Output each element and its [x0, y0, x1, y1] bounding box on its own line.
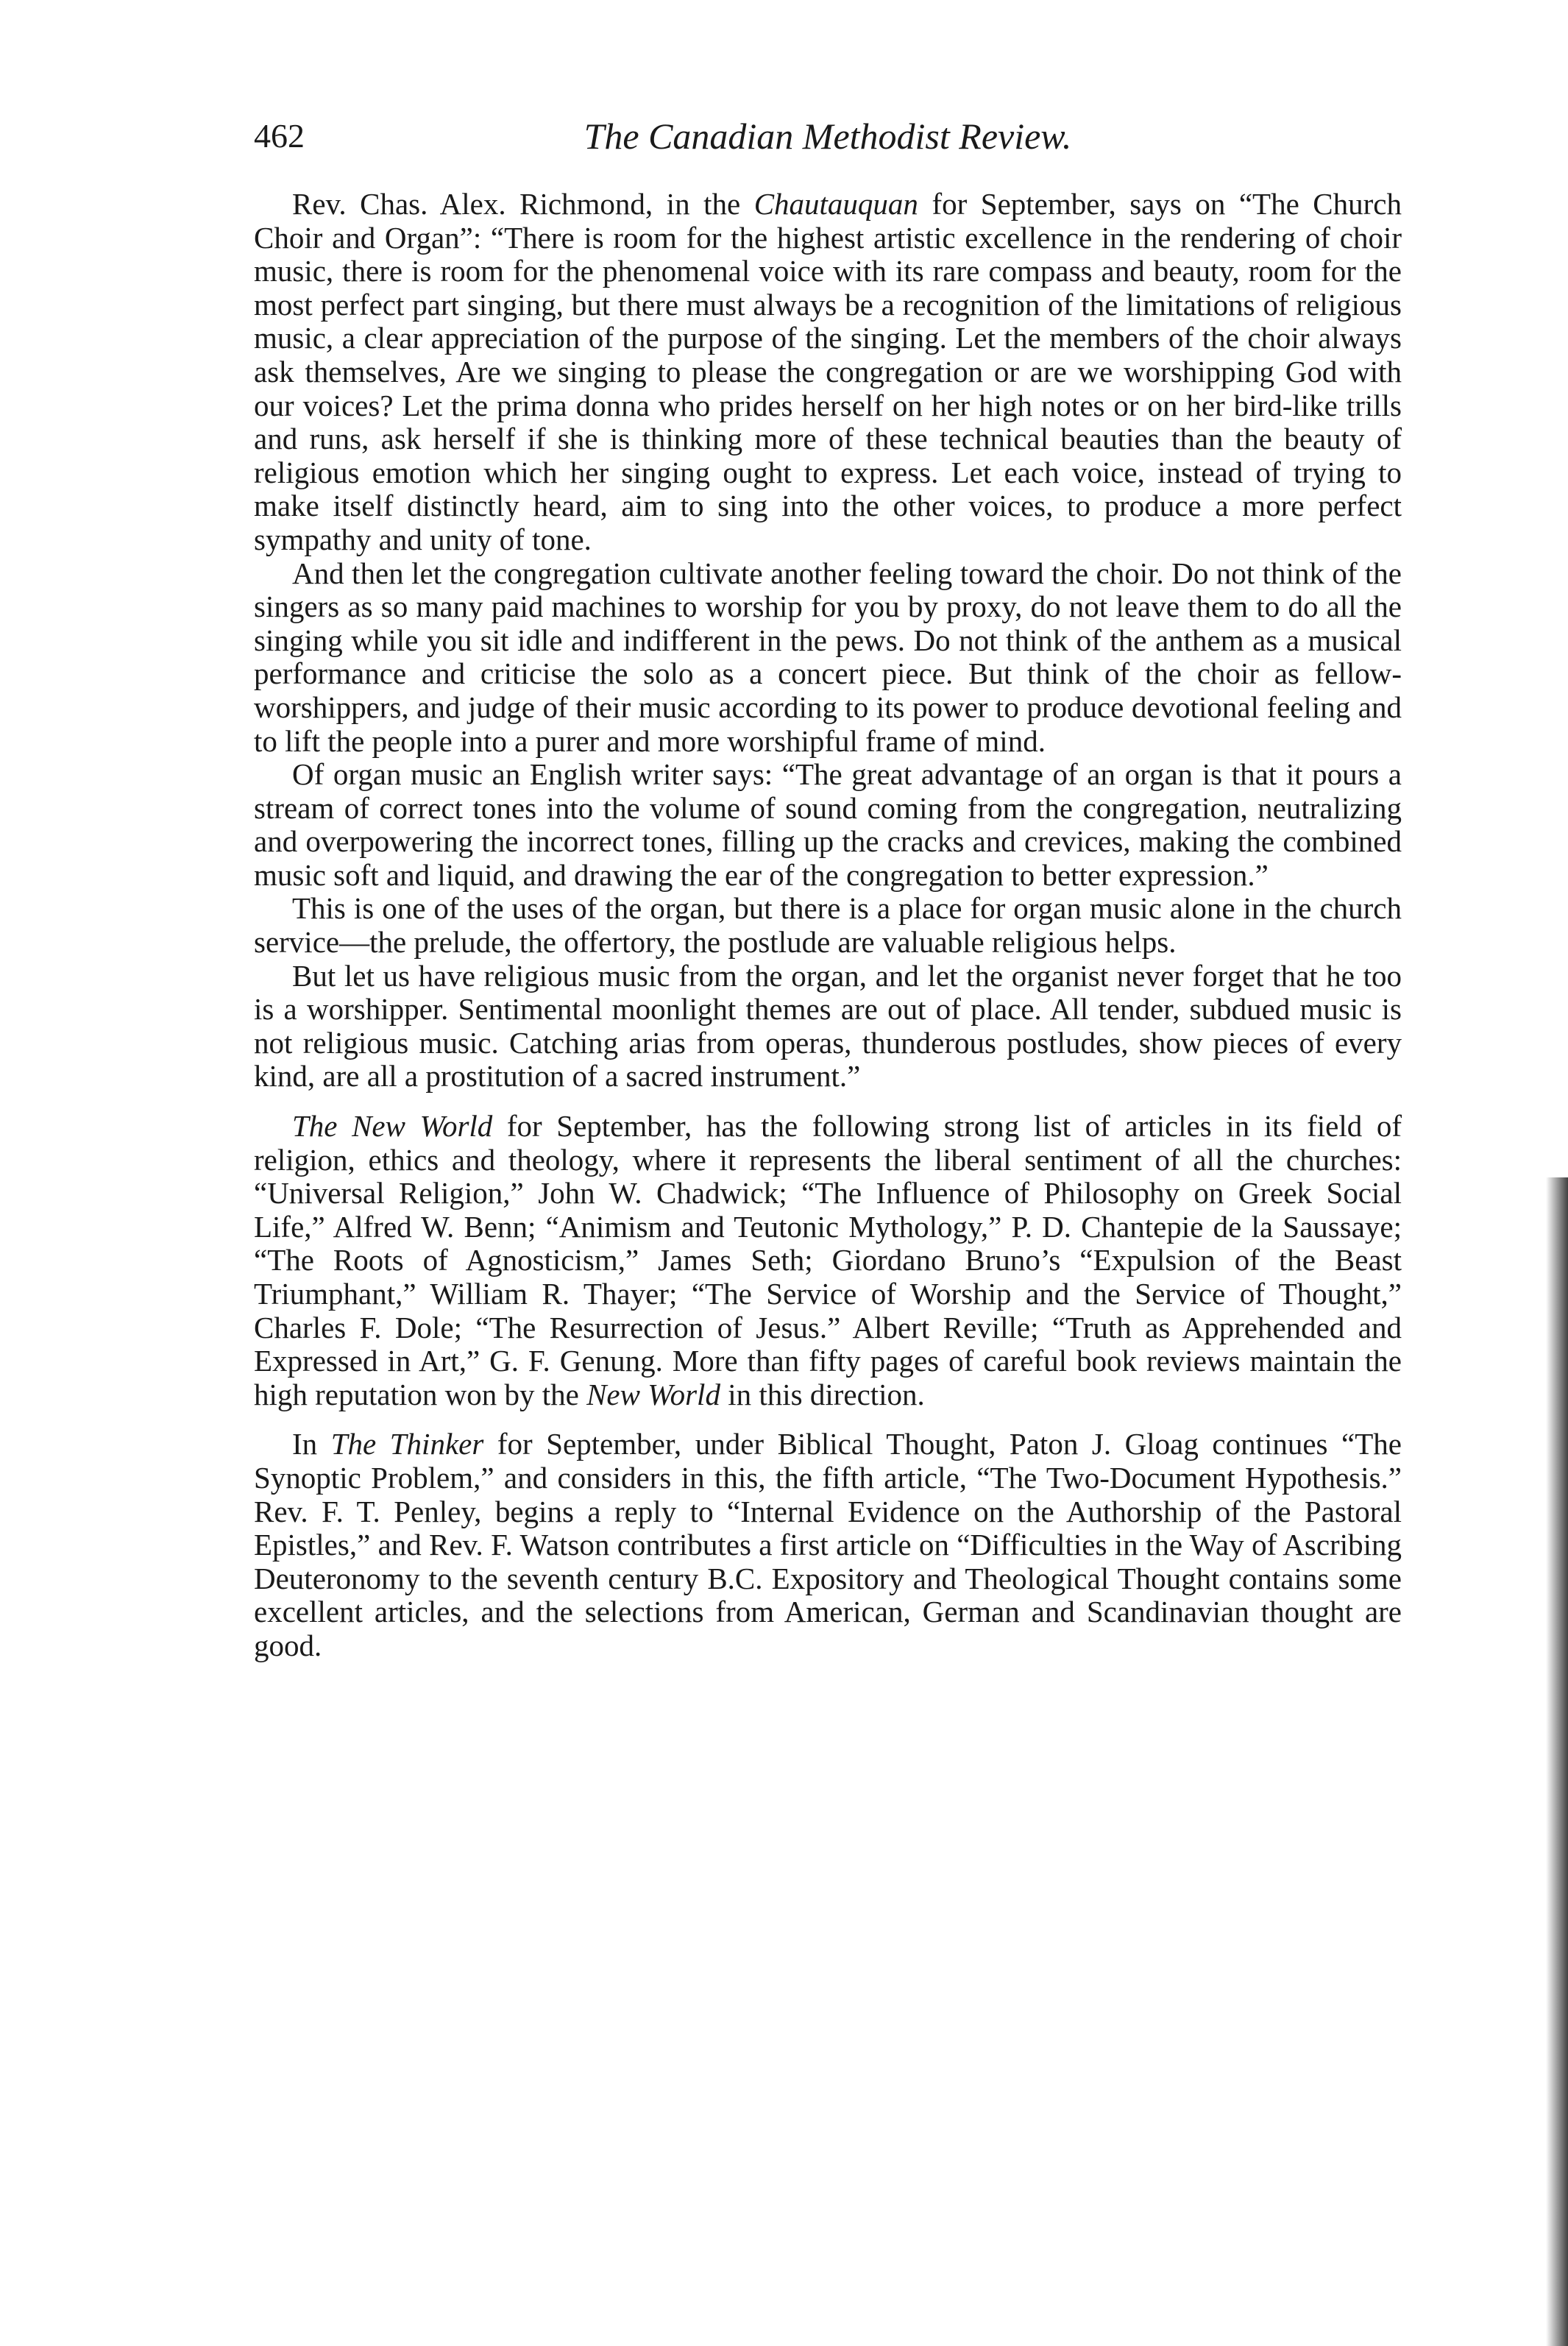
text-run: But let us have religious music from the organ, and let the organist never forget that he too is a worshipper. Sentimental moonlight themes are out of place. All tender, subdued music is not religious music. Catching arias from operas, thunderous postludes, show pieces of every kind, are all a prostitution of a sacred instrument.” [254, 958, 1402, 1094]
italic-title: Chautauquan [753, 187, 918, 221]
page-number: 462 [254, 117, 305, 155]
article-body [254, 188, 1402, 1663]
text-run: This is one of the uses of the organ, but there is a place for organ music alone in the church service—the prelude, the offertory, the postlude are valuable religious helps. [254, 891, 1402, 960]
text-run: for September, says on “The Church Choir and Organ”: “There is room for the highest artistic excellence in the rendering of choir music, there is room for the phenomenal voice with its rare compass and beauty, room for the most perfect part singing, but there must always be a recognition of the limitations of religious music, a clear appreciation of the purpose of the singing. Let the members of the choir always ask themselves, Are we singing to please the congregation or are we worshipping God with our voices? Let the prima donna who prides herself on her high notes or on her bird-like trills and runs, ask herself if she is thinking more of these technical beauties than the beauty of religious emotion which her singing ought to express. Let each voice, instead of trying to make itself distinctly heard, aim to sing into the other voices, to produce a more perfect sympathy and unity of tone. [254, 187, 1402, 556]
text-run: for September, under Biblical Thought, Paton J. Gloag continues “The Synoptic Problem,” and considers in this, the fifth article, “The Two-Document Hypothesis.” Rev. F. T. Penley, begins a reply to “Internal Evidence on the Authorship of the Pastoral Epistles,” and Rev. F. Watson contributes a first article on “Difficulties in the Way of Ascribing Deuteronomy to the seventh century B.C. Expository and Theological Thought contains some excellent articles, and the selections from American, German and Scandinavian thought are good. [254, 1427, 1402, 1662]
paragraph [254, 892, 1402, 959]
paragraph [254, 557, 1402, 759]
paragraph [254, 1428, 1402, 1662]
text-run: in this direction. [720, 1377, 925, 1411]
text-run: for September, has the following strong list of articles in its field of religion, ethics and theology, where it represents the liberal sentiment of all the churches: “Universal Religion,” John W. Chadwick; “The Influence of Philosophy on Greek Social Life,” Alfred W. Benn; “Animism and Teutonic Mythology,” P. D. Chantepie de la Saussaye; “The Roots of Agnosticism,” James Seth; Giordano Bruno’s “Expulsion of the Beast Triumphant,” William R. Thayer; “The Service of Worship and the Service of Thought,” Charles F. Dole; “The Resurrection of Jesus.” Albert Reville; “Truth as Apprehended and Expressed in Art,” G. F. Genung. More than fifty pages of careful book reviews maintain the high reputation won by the [254, 1109, 1402, 1411]
running-title: The Canadian Methodist Review. [583, 116, 1072, 157]
text-run: In [292, 1427, 331, 1461]
italic-title: The Thinker [330, 1427, 484, 1461]
page-edge-shadow [1546, 1177, 1568, 2346]
italic-title: The New World [292, 1109, 493, 1144]
paragraph [254, 758, 1402, 892]
paragraph [254, 188, 1402, 557]
text-run: And then let the congregation cultivate another feeling toward the choir. Do not think of the singers as so many paid machines to worship for you by proxy, do not leave them to do all the singing while you sit idle and indifferent in the pews. Do not think of the anthem as a musical performance and criticise the solo as a concert piece. But think of the choir as fellow-worshippers, and judge of their music according to its power to produce devotional feeling and to lift the people into a purer and more worshipful frame of mind. [254, 556, 1402, 758]
text-run: Rev. Chas. Alex. Richmond, in the [292, 187, 754, 221]
text-run: Of organ music an English writer says: “The great advantage of an organ is that it pours a stream of correct tones into the volume of sound coming from the congregation, neutralizing and overpowering the incorrect tones, filling up the cracks and crevices, making the combined music soft and liquid, and drawing the ear of the congregation to better expression.” [254, 757, 1402, 892]
page-header [254, 110, 1402, 162]
italic-title: New World [586, 1377, 720, 1411]
paragraph [254, 960, 1402, 1094]
paragraph [254, 1110, 1402, 1411]
